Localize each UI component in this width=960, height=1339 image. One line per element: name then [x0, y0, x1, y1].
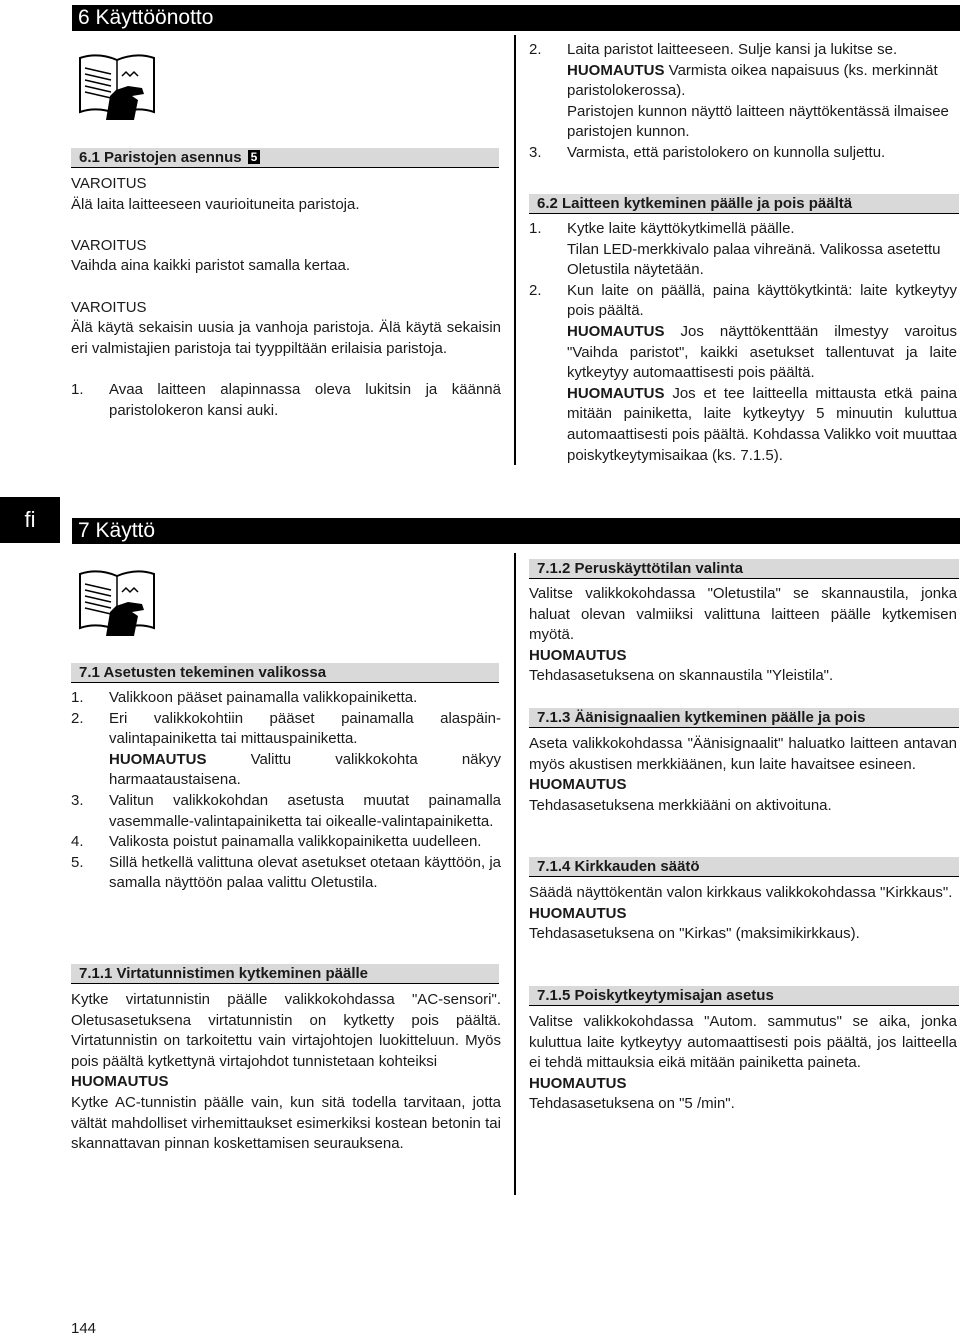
ch6-right-column: [529, 40, 957, 164]
list-item: 3. Valitun valikkokohdan asetusta muutat painamalla vasemmalle-valintapainiketta tai oikealle-valintapainiketta.: [71, 791, 501, 830]
read-manual-icon: [76, 566, 158, 636]
warning-text: Älä laita laitteeseen vaurioituneita paristoja.: [71, 195, 360, 213]
ch6-2-column: [529, 219, 957, 466]
section-7-1-5-heading: 7.1.5 Poiskytkeytymisajan asetus: [529, 986, 959, 1006]
list-item: 1. Kytke laite käyttökytkimellä päälle. Tilan LED-merkkivalo palaa vihreänä. Valikossa asetettu Oletustila näytetään.: [529, 220, 941, 279]
section-6-1-title: 6.1 Paristojen asennus: [79, 149, 242, 166]
list-item: 3. Varmista, että paristolokero on kunnolla suljettu.: [529, 143, 886, 161]
section-7-1-1-heading: 7.1.1 Virtatunnistimen kytkeminen päälle: [71, 964, 499, 984]
section-7-1-3-heading: 7.1.3 Äänisignaalien kytkeminen päälle ja pois: [529, 708, 959, 728]
list-item: 2. Kun laite on päällä, paina käyttökytkintä: laite kytkeytyy pois päältä. HUOMAUTUS Jos näyttökenttään ilmestyy varoitus "Vaihda paristot", kaikki asetukset tallentuvat ja laite kytkeytyy automaattisesti pois päältä. HUOMAUTUS Jos et tee laitteella mittausta etkä paina mitään painiketta, laite kytkeytyy 5 minuutin kuluttua automaattisesti pois päältä. Kohdassa Valikko voit muuttaa poiskytkeytymisaikaa (ks. 7.1.5).: [529, 281, 958, 464]
section-7-1-4-heading: 7.1.4 Kirkkauden säätö: [529, 857, 959, 877]
read-manual-icon: [76, 50, 158, 120]
section-7-1-2-heading: 7.1.2 Peruskäyttötilan valinta: [529, 559, 959, 579]
section-6-2-heading: 6.2 Laitteen kytkeminen päälle ja pois päältä: [529, 194, 959, 214]
list-item: 4. Valikosta poistut painamalla valikkopainiketta uudelleen.: [71, 833, 482, 851]
ch7-1-3-column: Aseta valikkokohdassa "Äänisignaalit" haluatko laitteen antavan myös akustisen merkkiäänen, kun laite havaitsee esineen. HUOMAUTUS Tehdasasetuksena merkkiääni on aktivoituna.: [529, 735, 957, 814]
warning-label: VAROITUS: [71, 236, 147, 254]
page-number: 144: [71, 1320, 97, 1337]
column-divider: [514, 553, 516, 1195]
warning-text: Vaihda aina kaikki paristot samalla kertaa.: [71, 257, 351, 275]
ch7-1-4-column: Säädä näyttökentän valon kirkkaus valikkokohdassa "Kirkkaus". HUOMAUTUS Tehdasasetuksena on "Kirkas" (maksimikirkkaus).: [529, 884, 953, 943]
chapter-7-title: 7 Käyttö: [72, 518, 960, 544]
ch7-1-1-column: Kytke virtatunnistin päälle valikkokohdassa "AC-sensori". Oletusasetuksena virtatunnistin on kytketty pois päältä. Virtatunnistin on tarkoitettu vain virtajohtojen luokitteluun. Myös pois päältä kytkettynä virtajohdot tunnistetaan kohteiksi HUOMAUTUS Kytke AC-tunnistin päälle vain, kun sitä todella tarvitaan, jotta vältät mahdolliset virhemittaukset esimerkiksi kostean betonin tai skannattavan pinnan koskettamisen seurauksena.: [71, 991, 501, 1153]
column-divider: [514, 35, 516, 465]
list-item: 2. Laita paristot laitteeseen. Sulje kansi ja lukitse se. HUOMAUTUS Varmista oikea napaisuus (ks. merkinnät paristolokerossa). Paristojen kunnon näyttö laitteen näyttökentässä ilmaisee paristojen kunnon.: [529, 41, 949, 141]
ch7-1-2-column: Valitse valikkokohdassa "Oletustila" se skannaustila, jonka haluat olevan valmiiksi valittuna laitteen päälle kytkemisen myötä. HUOMAUTUS Tehdasasetuksena on skannaustila "Yleistila".: [529, 585, 957, 685]
ch7-1-5-column: Valitse valikkokohdassa "Autom. sammutus" se aika, jonka kuluttua laite kytkeytyy automaattisesti pois päältä, jos laitteella ei tehdä mittauksia eikä mitään painiketta paineta. HUOMAUTUS Tehdasasetuksena on "5 /min".: [529, 1013, 957, 1113]
language-tab: fi: [0, 497, 60, 543]
figure-ref-badge: 5: [248, 150, 261, 164]
section-7-1-heading: 7.1 Asetusten tekeminen valikossa: [71, 663, 499, 683]
section-6-1-heading: [71, 148, 499, 168]
list-item: 2. Eri valikkokohtiin pääset painamalla alaspäin-valintapainiketta tai mittauspainiketta. HUOMAUTUS Valittu valikkokohta näkyy harmaataustaisena.: [71, 709, 502, 789]
ch7-1-column: [71, 688, 501, 894]
list-item: 1. Avaa laitteen alapinnassa oleva lukitsin ja käännä paristolokeron kansi auki.: [71, 380, 501, 419]
ch6-left-column: [71, 174, 501, 421]
warning-label: VAROITUS: [71, 298, 147, 316]
chapter-6-title: 6 Käyttöönotto: [72, 5, 960, 31]
list-item: 5. Sillä hetkellä valittuna olevat asetukset otetaan käyttöön, ja samalla näyttöön palaa valittu Oletustila.: [71, 853, 501, 892]
list-item: 1. Valikkoon pääset painamalla valikkopainiketta.: [71, 689, 418, 706]
warning-label: VAROITUS: [71, 175, 147, 192]
warning-text: Älä käytä sekaisin uusia ja vanhoja paristoja. Älä käytä sekaisin eri valmistajien paristoja tai tyyppiltään erilaisia paristoja.: [71, 319, 501, 357]
